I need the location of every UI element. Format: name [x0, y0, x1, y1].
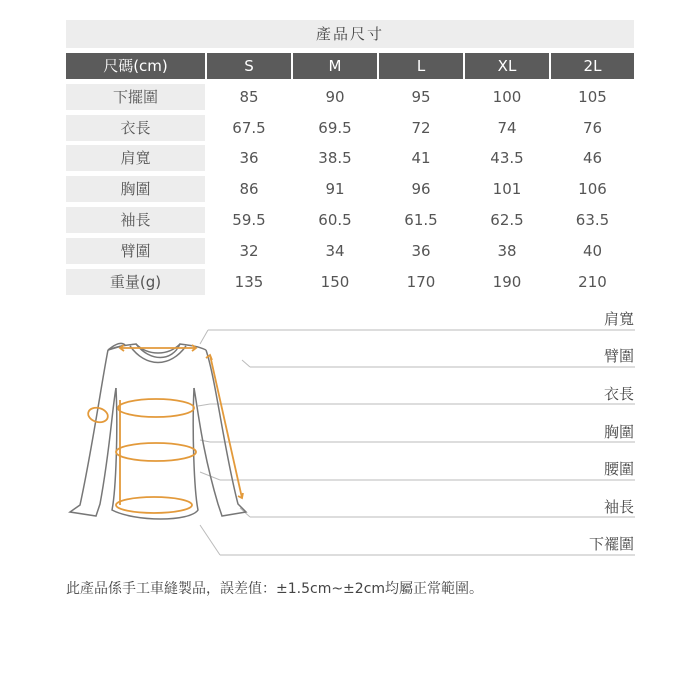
- table-row: [66, 145, 634, 171]
- table-header-row: [66, 53, 634, 79]
- measurement-label: 袖長: [603, 498, 634, 516]
- header-cell: L: [379, 53, 463, 79]
- table-row: [66, 207, 634, 233]
- table-cell: 36: [239, 149, 259, 168]
- table-cell: 85: [239, 87, 259, 106]
- table-row: [66, 176, 634, 202]
- row-label: 袖長: [66, 207, 205, 233]
- sweater-illustration: [60, 300, 650, 570]
- table-row: [66, 84, 634, 110]
- table-cell: 38.5: [318, 149, 352, 168]
- measurement-label: 下襬圍: [588, 535, 634, 553]
- table-cell: 46: [582, 149, 603, 168]
- table-cell: 170: [406, 272, 436, 291]
- table-cell: 76: [582, 118, 603, 137]
- row-label: 衣長: [66, 115, 205, 141]
- table-cell: 41: [411, 149, 431, 168]
- table-cell: 43.5: [490, 149, 524, 168]
- table-cell: 86: [239, 180, 259, 199]
- row-label: 胸圍: [66, 176, 205, 202]
- table-cell: 95: [411, 87, 431, 106]
- row-label: 臂圍: [66, 238, 205, 264]
- table-cell: 100: [492, 87, 522, 106]
- table-cell: 96: [411, 180, 431, 199]
- table-cell: 210: [578, 272, 607, 291]
- table-cell: 63.5: [575, 210, 610, 229]
- header-cell: 2L: [551, 53, 634, 79]
- table-cell: 135: [234, 272, 264, 291]
- measurement-label: 肩寬: [603, 310, 634, 328]
- table-row: [66, 238, 634, 264]
- table-cell: 32: [239, 241, 259, 260]
- header-cell: S: [207, 53, 291, 79]
- measurement-label: 胸圍: [603, 423, 634, 441]
- table-cell: 40: [582, 241, 603, 260]
- size-table: [66, 53, 634, 299]
- row-label: 重量(g): [66, 269, 205, 295]
- table-cell: 61.5: [404, 210, 438, 229]
- table-cell: 190: [492, 272, 522, 291]
- table-row: [66, 269, 634, 295]
- measurement-diagram: [60, 300, 650, 570]
- header-cell: 尺碼(cm): [66, 53, 205, 79]
- table-cell: 34: [325, 241, 345, 260]
- table-cell: 38: [497, 241, 517, 260]
- table-cell: 67.5: [232, 118, 266, 137]
- table-cell: 150: [320, 272, 350, 291]
- row-label: 下擺圍: [66, 84, 205, 110]
- table-cell: 105: [578, 87, 607, 106]
- table-cell: 106: [578, 180, 607, 199]
- tolerance-note: 此產品係手工車縫製品，誤差值：±1.5cm~±2cm均屬正常範圍。: [66, 581, 484, 597]
- table-cell: 62.5: [490, 210, 524, 229]
- header-cell: XL: [465, 53, 549, 79]
- header-cell: M: [293, 53, 377, 79]
- table-cell: 90: [325, 87, 345, 106]
- table-row: [66, 115, 634, 141]
- table-cell: 74: [497, 118, 517, 137]
- measurement-label: 衣長: [603, 385, 634, 403]
- measurement-label: 臂圍: [603, 347, 634, 365]
- table-cell: 69.5: [318, 118, 352, 137]
- table-cell: 60.5: [318, 210, 352, 229]
- table-cell: 91: [325, 180, 345, 199]
- table-title: 產品尺寸: [66, 20, 634, 48]
- table-cell: 72: [411, 118, 431, 137]
- table-cell: 36: [411, 241, 431, 260]
- measurement-label: 腰圍: [603, 460, 634, 478]
- table-cell: 101: [492, 180, 522, 199]
- row-label: 肩寬: [66, 145, 205, 171]
- table-cell: 59.5: [232, 210, 266, 229]
